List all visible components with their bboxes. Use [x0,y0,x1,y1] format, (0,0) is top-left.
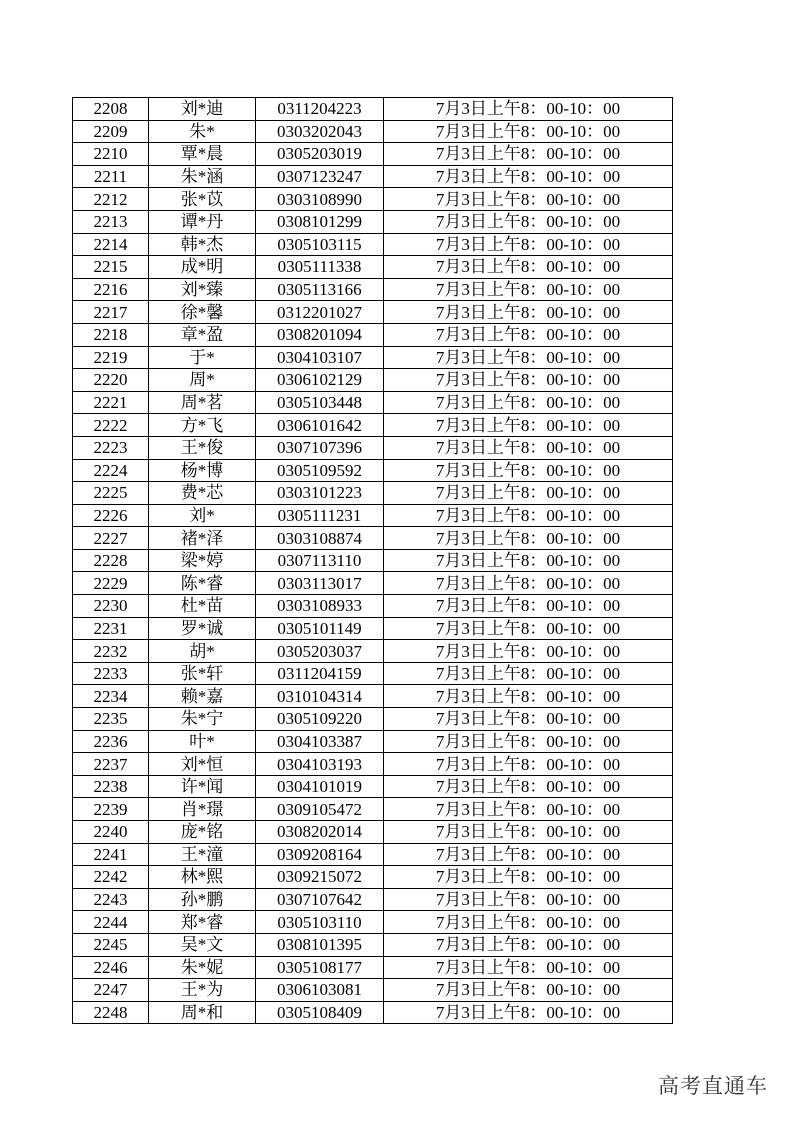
table-row [73,888,673,911]
row-number-cell: 2238 [73,775,149,798]
exam-id-cell: 0311204159 [256,662,384,685]
exam-time-cell: 7月3日上午8：00-10：00 [384,572,673,595]
exam-id-cell: 0307107396 [256,436,384,459]
table-row [73,595,673,618]
name-cell: 刘*臻 [149,278,256,301]
exam-id-cell: 0308101395 [256,933,384,956]
exam-time-cell: 7月3日上午8：00-10：00 [384,640,673,663]
exam-time-cell: 7月3日上午8：00-10：00 [384,369,673,392]
table-row [73,482,673,505]
table-row [73,459,673,482]
name-cell: 周*茗 [149,391,256,414]
name-cell: 王*为 [149,979,256,1002]
name-cell: 朱*妮 [149,956,256,979]
table-row [73,843,673,866]
exam-time-cell: 7月3日上午8：00-10：00 [384,549,673,572]
table-row [73,98,673,121]
name-cell: 刘* [149,504,256,527]
name-cell: 郑*睿 [149,911,256,934]
exam-id-cell: 0307107642 [256,888,384,911]
table-row [73,821,673,844]
name-cell: 陈*睿 [149,572,256,595]
exam-id-cell: 0305203037 [256,640,384,663]
table-row [73,911,673,934]
exam-time-cell: 7月3日上午8：00-10：00 [384,188,673,211]
name-cell: 张*苡 [149,188,256,211]
table-row [73,730,673,753]
table-row [73,617,673,640]
table-row [73,188,673,211]
exam-time-cell: 7月3日上午8：00-10：00 [384,843,673,866]
exam-time-cell: 7月3日上午8：00-10：00 [384,391,673,414]
row-number-cell: 2218 [73,323,149,346]
exam-time-cell: 7月3日上午8：00-10：00 [384,233,673,256]
name-cell: 周*和 [149,1001,256,1024]
exam-time-cell: 7月3日上午8：00-10：00 [384,459,673,482]
exam-time-cell: 7月3日上午8：00-10：00 [384,346,673,369]
row-number-cell: 2210 [73,143,149,166]
exam-time-cell: 7月3日上午8：00-10：00 [384,775,673,798]
exam-time-cell: 7月3日上午8：00-10：00 [384,708,673,731]
row-number-cell: 2245 [73,933,149,956]
exam-time-cell: 7月3日上午8：00-10：00 [384,482,673,505]
row-number-cell: 2233 [73,662,149,685]
row-number-cell: 2234 [73,685,149,708]
name-cell: 林*熙 [149,866,256,889]
name-cell: 许*闻 [149,775,256,798]
name-cell: 成*明 [149,256,256,279]
name-cell: 胡* [149,640,256,663]
exam-time-cell: 7月3日上午8：00-10：00 [384,888,673,911]
row-number-cell: 2240 [73,821,149,844]
name-cell: 朱* [149,120,256,143]
exam-id-cell: 0307123247 [256,165,384,188]
exam-id-cell: 0304103107 [256,346,384,369]
exam-time-cell: 7月3日上午8：00-10：00 [384,1001,673,1024]
exam-id-cell: 0305111338 [256,256,384,279]
exam-time-cell: 7月3日上午8：00-10：00 [384,730,673,753]
table-row [73,775,673,798]
roster-table-body [73,98,673,1024]
row-number-cell: 2220 [73,369,149,392]
table-row [73,301,673,324]
row-number-cell: 2242 [73,866,149,889]
exam-id-cell: 0305108177 [256,956,384,979]
exam-time-cell: 7月3日上午8：00-10：00 [384,165,673,188]
table-row [73,346,673,369]
exam-time-cell: 7月3日上午8：00-10：00 [384,210,673,233]
name-cell: 刘*迪 [149,98,256,121]
row-number-cell: 2237 [73,753,149,776]
row-number-cell: 2231 [73,617,149,640]
exam-id-cell: 0309215072 [256,866,384,889]
exam-id-cell: 0306103081 [256,979,384,1002]
exam-id-cell: 0305203019 [256,143,384,166]
exam-id-cell: 0305109592 [256,459,384,482]
row-number-cell: 2215 [73,256,149,279]
exam-time-cell: 7月3日上午8：00-10：00 [384,821,673,844]
exam-time-cell: 7月3日上午8：00-10：00 [384,753,673,776]
exam-time-cell: 7月3日上午8：00-10：00 [384,933,673,956]
row-number-cell: 2235 [73,708,149,731]
name-cell: 赖*嘉 [149,685,256,708]
row-number-cell: 2219 [73,346,149,369]
exam-id-cell: 0305103110 [256,911,384,934]
name-cell: 王*俊 [149,436,256,459]
name-cell: 徐*馨 [149,301,256,324]
name-cell: 章*盈 [149,323,256,346]
row-number-cell: 2211 [73,165,149,188]
table-row [73,369,673,392]
exam-time-cell: 7月3日上午8：00-10：00 [384,120,673,143]
exam-time-cell: 7月3日上午8：00-10：00 [384,256,673,279]
name-cell: 肖*璟 [149,798,256,821]
exam-id-cell: 0308202014 [256,821,384,844]
name-cell: 周* [149,369,256,392]
table-row [73,120,673,143]
exam-time-cell: 7月3日上午8：00-10：00 [384,979,673,1002]
exam-id-cell: 0304103387 [256,730,384,753]
table-row [73,798,673,821]
exam-time-cell: 7月3日上午8：00-10：00 [384,98,673,121]
exam-id-cell: 0308201094 [256,323,384,346]
name-cell: 费*芯 [149,482,256,505]
name-cell: 于* [149,346,256,369]
table-row [73,933,673,956]
row-number-cell: 2236 [73,730,149,753]
exam-time-cell: 7月3日上午8：00-10：00 [384,323,673,346]
exam-time-cell: 7月3日上午8：00-10：00 [384,685,673,708]
exam-id-cell: 0307113110 [256,549,384,572]
table-row [73,866,673,889]
exam-id-cell: 0303101223 [256,482,384,505]
name-cell: 王*潼 [149,843,256,866]
exam-time-cell: 7月3日上午8：00-10：00 [384,798,673,821]
row-number-cell: 2208 [73,98,149,121]
name-cell: 杜*苗 [149,595,256,618]
row-number-cell: 2225 [73,482,149,505]
table-row [73,662,673,685]
table-row [73,165,673,188]
name-cell: 张*轩 [149,662,256,685]
table-row [73,436,673,459]
row-number-cell: 2209 [73,120,149,143]
exam-time-cell: 7月3日上午8：00-10：00 [384,956,673,979]
table-row [73,210,673,233]
row-number-cell: 2241 [73,843,149,866]
row-number-cell: 2221 [73,391,149,414]
exam-id-cell: 0311204223 [256,98,384,121]
row-number-cell: 2239 [73,798,149,821]
name-cell: 吴*文 [149,933,256,956]
exam-id-cell: 0305113166 [256,278,384,301]
exam-id-cell: 0306102129 [256,369,384,392]
table-row [73,256,673,279]
table-row [73,685,673,708]
exam-time-cell: 7月3日上午8：00-10：00 [384,595,673,618]
row-number-cell: 2217 [73,301,149,324]
exam-id-cell: 0312201027 [256,301,384,324]
exam-time-cell: 7月3日上午8：00-10：00 [384,617,673,640]
exam-time-cell: 7月3日上午8：00-10：00 [384,414,673,437]
exam-id-cell: 0303108933 [256,595,384,618]
name-cell: 梁*婷 [149,549,256,572]
row-number-cell: 2227 [73,527,149,550]
roster-table [72,97,673,1024]
exam-time-cell: 7月3日上午8：00-10：00 [384,911,673,934]
row-number-cell: 2228 [73,549,149,572]
table-row [73,233,673,256]
watermark-text: 高考直通车 [658,1074,768,1098]
row-number-cell: 2224 [73,459,149,482]
name-cell: 朱*宁 [149,708,256,731]
name-cell: 罗*诚 [149,617,256,640]
table-row [73,753,673,776]
exam-time-cell: 7月3日上午8：00-10：00 [384,436,673,459]
row-number-cell: 2247 [73,979,149,1002]
row-number-cell: 2212 [73,188,149,211]
row-number-cell: 2244 [73,911,149,934]
exam-id-cell: 0305103115 [256,233,384,256]
table-row [73,549,673,572]
exam-id-cell: 0305103448 [256,391,384,414]
row-number-cell: 2222 [73,414,149,437]
name-cell: 刘*恒 [149,753,256,776]
name-cell: 朱*涵 [149,165,256,188]
table-row [73,504,673,527]
row-number-cell: 2230 [73,595,149,618]
exam-time-cell: 7月3日上午8：00-10：00 [384,504,673,527]
row-number-cell: 2248 [73,1001,149,1024]
row-number-cell: 2246 [73,956,149,979]
row-number-cell: 2214 [73,233,149,256]
name-cell: 庞*铭 [149,821,256,844]
row-number-cell: 2232 [73,640,149,663]
table-row [73,979,673,1002]
name-cell: 杨*博 [149,459,256,482]
row-number-cell: 2226 [73,504,149,527]
name-cell: 叶* [149,730,256,753]
exam-id-cell: 0306101642 [256,414,384,437]
row-number-cell: 2243 [73,888,149,911]
table-row [73,414,673,437]
exam-id-cell: 0305101149 [256,617,384,640]
table-row [73,956,673,979]
exam-time-cell: 7月3日上午8：00-10：00 [384,278,673,301]
row-number-cell: 2229 [73,572,149,595]
exam-id-cell: 0309208164 [256,843,384,866]
exam-time-cell: 7月3日上午8：00-10：00 [384,527,673,550]
exam-id-cell: 0304103193 [256,753,384,776]
exam-id-cell: 0305108409 [256,1001,384,1024]
exam-id-cell: 0303113017 [256,572,384,595]
name-cell: 谭*丹 [149,210,256,233]
table-row [73,143,673,166]
exam-id-cell: 0305109220 [256,708,384,731]
exam-id-cell: 0309105472 [256,798,384,821]
row-number-cell: 2213 [73,210,149,233]
row-number-cell: 2216 [73,278,149,301]
table-row [73,391,673,414]
table-row [73,1001,673,1024]
table-row [73,640,673,663]
exam-id-cell: 0304101019 [256,775,384,798]
table-row [73,572,673,595]
name-cell: 方*飞 [149,414,256,437]
name-cell: 孙*鹏 [149,888,256,911]
exam-time-cell: 7月3日上午8：00-10：00 [384,662,673,685]
exam-time-cell: 7月3日上午8：00-10：00 [384,866,673,889]
exam-id-cell: 0308101299 [256,210,384,233]
exam-id-cell: 0303108874 [256,527,384,550]
exam-id-cell: 0303202043 [256,120,384,143]
name-cell: 韩*杰 [149,233,256,256]
name-cell: 覃*晨 [149,143,256,166]
name-cell: 褚*泽 [149,527,256,550]
exam-id-cell: 0303108990 [256,188,384,211]
row-number-cell: 2223 [73,436,149,459]
exam-time-cell: 7月3日上午8：00-10：00 [384,143,673,166]
table-row [73,323,673,346]
exam-id-cell: 0305111231 [256,504,384,527]
exam-id-cell: 0310104314 [256,685,384,708]
table-row [73,278,673,301]
table-row [73,708,673,731]
table-row [73,527,673,550]
exam-time-cell: 7月3日上午8：00-10：00 [384,301,673,324]
